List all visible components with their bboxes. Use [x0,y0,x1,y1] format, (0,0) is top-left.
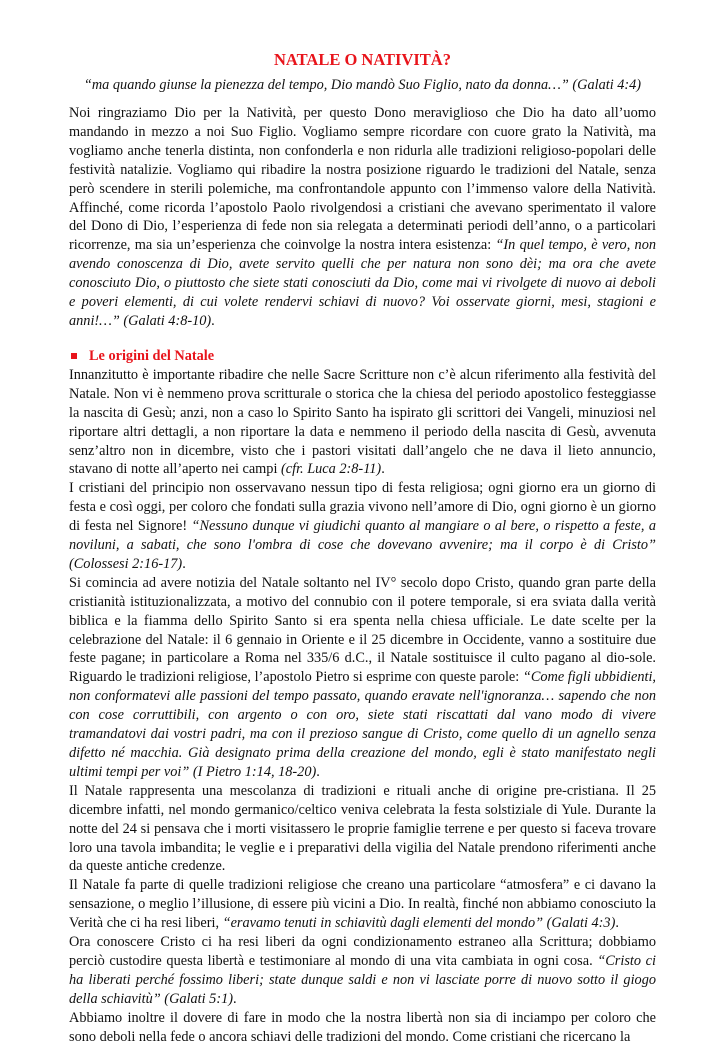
paragraph-1-end: . [381,461,385,478]
page-title: NATALE O NATIVITÀ? [274,50,451,69]
paragraph-2-quote: “Nessuno dunque vi giudichi quanto al mangiare o al bere, o rispetto a feste, a noviluni, a sabati, che sono l'ombra di cose che dovevano avvenire; ma il corpo è di Cristo” (Colossesi 2:16-17) [69,518,656,572]
paragraph-5-text: Il Natale fa parte di quelle tradizioni religiose che creano una particolare “atmosfera” e ci davano la sensazione, o meglio l’illusione, di essere più vicini a Dio. In realtà, finché non abbiamo conosciuto la Verità che ci ha resi liberi, [69,877,656,932]
paragraph-3-text: Si comincia ad avere notizia del Natale soltanto nel IV° secolo dopo Cristo, quando gran parte della cristianità istituzionalizzata, a motivo del connubio con il potere temporale, si era sviata dalla verità biblica e la fiamma dello Spirito Santo si era spenta nella chiesa ufficiale. Le date scelte per la celebrazione del Natale: il 6 gennaio in Oriente e il 25 dicembre in Occidente, vanno a sostituire due feste pagane; in particolare a Roma nel 335/6 d.C., il Natale sostituisce il culto pagano al dio-sole. Riguardo le tradizioni religiose, l’apostolo Pietro si esprime con queste parole: [69,574,656,686]
paragraph-6-end: . [233,990,237,1007]
paragraph-2 [69,479,656,574]
intro-text: Noi ringraziamo Dio per la Natività, per questo Dono meraviglioso che Dio ha dato all’uomo mandando in mezzo a noi Suo Figlio. Vogliamo sempre ricordare con cuore grato la Natività, ma vogliamo anche tenerla distinta, non confonderla e non ridurla alle tradizioni religioso-popolari delle festività natalizie. Vogliamo qui ribadire la nostra posizione riguardo le tradizioni del Natale, senza però scendere in sterili polemiche, ma confrontandole appunto con l’immenso valore della Natività. Affinché, come ricorda l’apostolo Paolo rivolgendosi a cristiani che avevano sperimentato il valore del Dono di Dio, l’esperienza di fede non sia relegata a determinati periodi dell’anno, o a particolari ricorrenze, ma sia un’esperienza che coinvolge la nostra intera esistenza: [69,105,656,254]
paragraph-4-text: Il Natale rappresenta una mescolanza di tradizioni e rituali anche di origine pre-cristiana. Il 25 dicembre infatti, nel mondo germanico/celtico veniva celebrata la festa solstiziale di Yule. Durante la notte del 24 si pensava che i morti visitassero le proprie famiglie terrene e per questo si faceva trovare loro una tavola imbandita; le veglie e i preparativi della vigilia del Natale prendono riferimenti anche da queste antiche credenze. [69,782,656,875]
paragraph-5-end: . [615,915,619,932]
intro-quote: “In quel tempo, è vero, non avendo conoscenza di Dio, avete servito quelli che per natura non sono dèi; ma ora che avete conosciuto Dio, o piuttosto che siete stati conosciuti da Dio, come mai vi rivolgete di nuovo ai deboli e poveri elementi, di cui volete rendervi schiavi di nuovo? Voi osservate giorni, mesi, stagioni e anni!…” (Galati 4:8-10) [69,237,656,329]
paragraph-4 [69,782,656,877]
paragraph-3-end: . [316,763,320,780]
section-heading [69,347,656,366]
paragraph-1-text: Innanzitutto è importante ribadire che nelle Sacre Scritture non c’è alcun riferimento alla festività del Natale. Non vi è nemmeno prova scritturale o storica che la chiesa del periodo apostolico festeggiasse la nascita di Gesù; anzi, non a caso lo Spirito Santo ha ispirato gli scrittori dei Vangeli, minuziosi nel riportare altri dettagli, a non riportare la data e nemmeno il periodo della nascita di Gesù, avvenuta senz’altro non in dicembre, visto che i pastori visitati dall’angelo che ne dava il lieto annuncio, stavano di notte all’aperto nei campi [69,366,656,478]
epigraph-quote: “ma quando giunse la pienezza del tempo, Dio mandò Suo Figlio, nato da donna…” (Galati 4:4) [83,77,642,93]
paragraph-2-text: I cristiani del principio non osservavano nessun tipo di festa religiosa; ogni giorno era un giorno di festa e così oggi, per coloro che fondati sulla grazia vivono nell’amore di Dio, ogni giorno è un giorno di festa nel Signore! [69,480,656,535]
paragraph-1 [69,366,656,479]
paragraph-1-ref: (cfr. Luca 2:8-11) [281,461,382,478]
square-bullet-icon [71,353,77,359]
paragraph-3-quote: “Come figli ubbidienti, non conformatevi alle passioni del tempo passato, quando eravate nell'ignoranza… sapendo che non con cose corruttibili, con argento o con oro, siete stati riscattati dal vano modo di vivere tramandatovi dai vostri padri, ma con il prezioso sangue di Cristo, come quello di un agnello senza difetto né macchia. Già designato prima della creazione del mondo, egli è stato manifestato negli ultimi tempi per voi” (I Pietro 1:14, 18-20) [69,669,656,780]
paragraph-7 [69,1009,656,1047]
section-heading-label: Le origini del Natale [89,347,215,364]
paragraph-5 [69,876,656,933]
paragraph-3 [69,574,656,782]
intro-end: . [211,312,215,329]
paragraph-5-quote: “eravamo tenuti in schiavitù dagli elementi del mondo” (Galati 4:3) [222,915,616,932]
paragraph-6-text: Ora conoscere Cristo ci ha resi liberi da ogni condizionamento estraneo alla Scrittura; dobbiamo perciò custodire questa libertà e testimoniare al mondo di una vita cambiata in ogni cosa. [69,934,656,969]
paragraph-7-text: Abbiamo inoltre il dovere di fare in modo che la nostra libertà non sia di inciampo per coloro che sono deboli nella fede o ancora schiavi delle tradizioni del mondo. Come cristiani che ricercano la [69,1009,656,1045]
paragraph-2-end: . [182,555,186,572]
paragraph-6 [69,933,656,1009]
intro-paragraph [69,104,656,331]
paragraph-6-quote: “Cristo ci ha liberati perché fossimo liberi; state dunque saldi e non vi lasciate porre di nuovo sotto il giogo della schiavitù” (Galati 5:1) [69,952,656,1007]
